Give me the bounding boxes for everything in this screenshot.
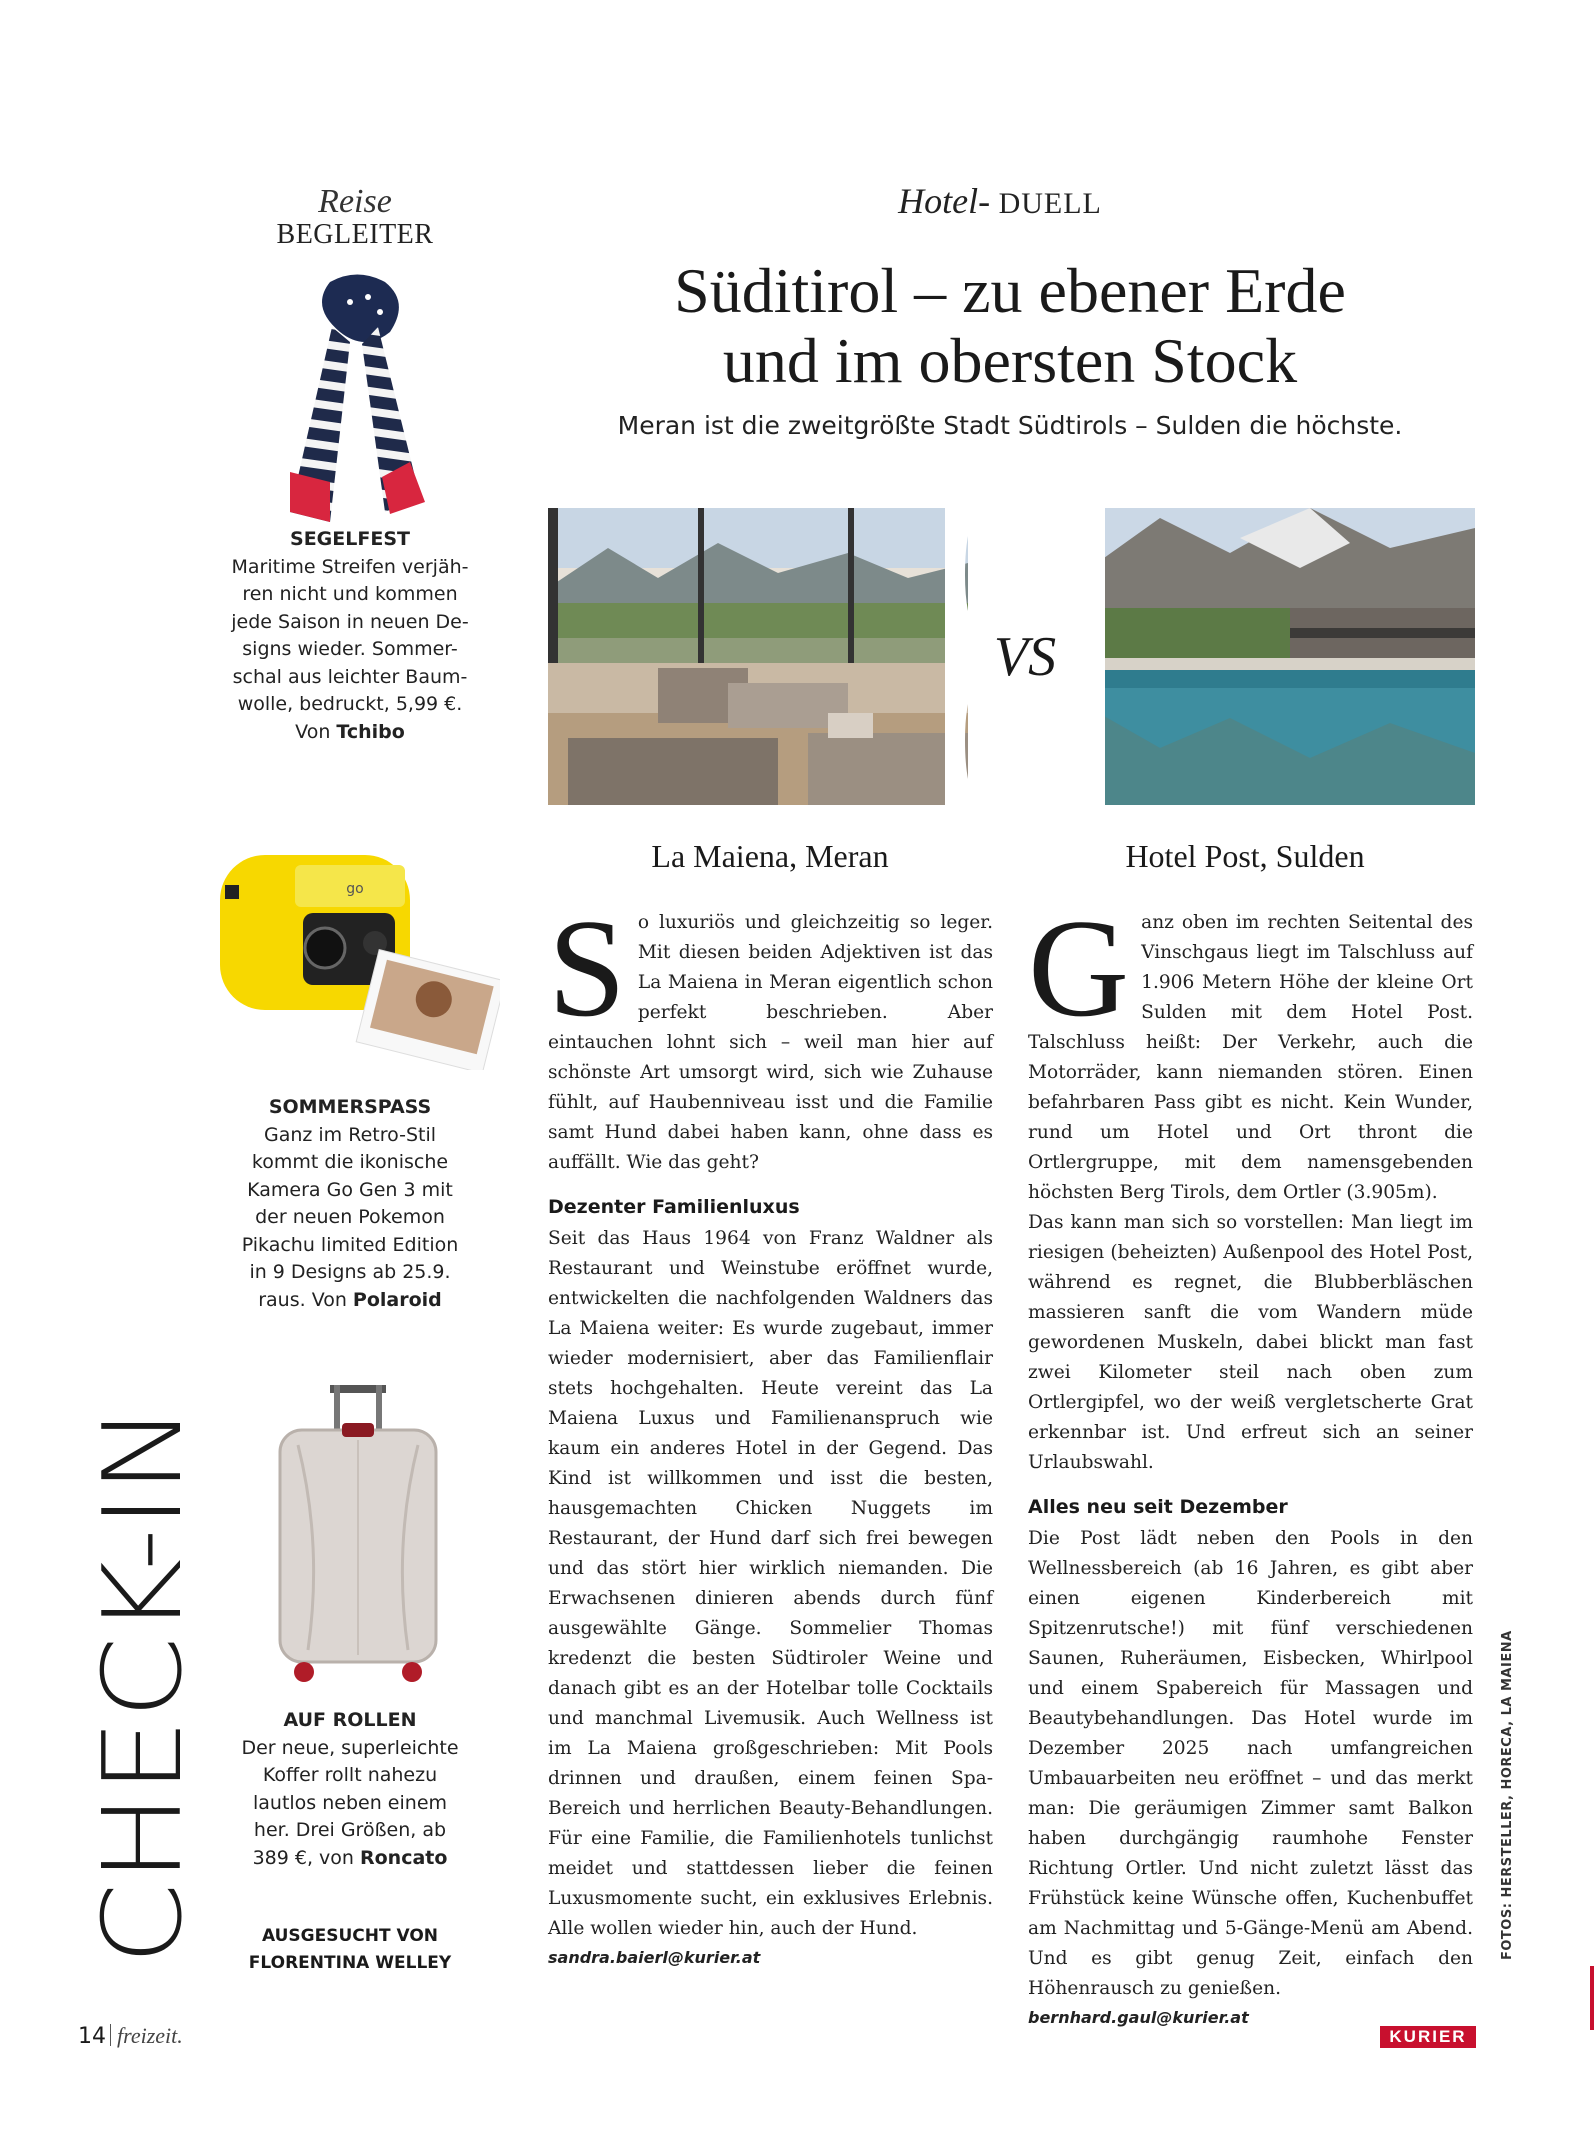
article-subhead: Alles neu seit Dezember	[1028, 1496, 1288, 1518]
product-camera	[225, 1094, 475, 1314]
product-text-line: wolle, bedruckt, 5,99 €.	[237, 693, 463, 715]
brand-prefix: Von	[295, 720, 337, 743]
product-text-line: her. Drei Größen, ab	[253, 1819, 447, 1841]
product-suitcase	[225, 1707, 475, 1872]
product-title: SOMMERSPASS	[268, 1096, 432, 1118]
product-title: SEGELFEST	[290, 528, 410, 550]
right-article	[1028, 891, 1473, 2032]
footer-divider	[110, 2024, 111, 2046]
suitcase-image	[268, 1385, 448, 1685]
product-text-line: signs wieder. Sommer-	[242, 638, 458, 660]
headline-line: und im obersten Stock	[722, 325, 1298, 396]
product-text-line: Der neue, superleichte	[241, 1736, 459, 1759]
headline	[560, 256, 1460, 396]
versus-label: VS	[993, 626, 1057, 688]
article-subhead: Dezenter Familienluxus	[548, 1196, 800, 1218]
drop-cap: S	[548, 891, 626, 1046]
rubric-caps: DUELL	[990, 187, 1102, 220]
page-number: 14	[78, 2024, 106, 2049]
page-edge-marker	[1590, 1966, 1594, 2030]
brand-name: Roncato	[360, 1846, 448, 1869]
brand-prefix: raus. Von	[258, 1288, 353, 1311]
article-intro: o luxuriös und gleichzeitig so leger. Mit diesen beiden Adjektiven ist das La Maiena in Meran eigentlich schon perfekt beschrieben. Aber eintauchen lohnt sich – weil man hier auf schönste Art umsorgt wird, sich wie Zuhause fühlt, auf Haubenniveau isst und die Familie samt Hund dabei haben kann, ohne dass es auffällt. Wie das geht?	[548, 912, 993, 1173]
article-body: Die Post lädt neben den Pools in den Wellnessbereich (ab 16 Jahren, es gibt aber einen eigenen Kinderbereich mit Spitzenrutsche!) mit fünf verschiedenen Saunen, Ruheräumen, Eisbecken, Whirlpool und einem Spabereich für Massagen und Beautybehandlungen. Das Hotel wurde im Dezember 2025 nach umfangreichen Umbauarbeiten neu eröffnet – und das merkt man: Die geräumigen Zimmer samt Balkon haben durchgängig raumhohe Fenster Richtung Ortler. Und nicht zuletzt lässt das Frühstück keine Wünsche offen, Kuchenbuffet am Nachmittag und 5-Gänge-Menü am Abend. Und es gibt genug Zeit, einfach den Höhenrausch zu genießen.	[1028, 1528, 1473, 1999]
product-text-line: schal aus leichter Baum-	[232, 665, 468, 688]
right-article-title: Hotel Post, Sulden	[1125, 838, 1365, 874]
section-title-vertical	[80, 1400, 200, 1970]
sidebar-kicker-caps: BEGLEITER	[276, 219, 434, 250]
left-article-title: La Maiena, Meran	[651, 838, 889, 874]
left-article	[548, 891, 993, 1972]
brand-name: Tchibo	[336, 720, 405, 743]
photo-credits-text: FOTOS: HERSTELLER, HORECA, LA MAIENA	[1500, 1630, 1515, 1960]
curator-name: FLORENTINA WELLEY	[248, 1953, 452, 1973]
product-text-line: Ganz im Retro-Stil	[263, 1123, 437, 1146]
la-maiena-photo	[548, 508, 968, 805]
photo-credits	[1500, 1630, 1520, 1970]
scarf-image	[270, 272, 445, 532]
curated-label: AUSGESUCHT VON	[261, 1926, 439, 1946]
product-text-line: der neuen Pokemon	[255, 1206, 445, 1228]
product-text-line: Koffer rollt nahezu	[262, 1764, 438, 1786]
headline-line: Süditirol – zu ebener Erde	[674, 255, 1346, 326]
product-text-line: jede Saison in neuen De-	[231, 610, 469, 633]
product-text-line: Pikachu limited Edition	[241, 1233, 459, 1256]
article-body: Seit das Haus 1964 von Franz Waldner als Restaurant und Weinstube eröffnet wurde, entwickelten die nachfolgenden Waldners das La Maiena weiter: Es wurde zugebaut, immer wieder modernisiert, aber das Familienflair stets hochgehalten. Heute vereint das La Maiena Luxus und Familienanspruch wie kaum ein anderes Hotel in der Gegend. Das Kind ist willkommen und isst die besten, hausgemachten Chicken Nuggets im Restaurant, der Hund darf sich frei bewegen und das stört hier wirklich niemanden. Die Erwachsenen dinieren abends durch fünf ausgewählte Gänge. Sommelier Thomas kredenzt die besten Südtiroler Weine und danach gibt es an der Hotelbar tolle Cocktails und manchmal Livemusik. Auch Wellness ist im La Maiena großgeschrieben: Mit Pools drinnen und draußen, einem feinen Spa-Bereich und herrlichen Beauty-Behandlungen. Für eine Familie, die Familienhotels tunlichst meidet und stattdessen lieber die feinen Luxusmomente sucht, ein exklusives Erlebnis. Alle wollen wieder hin, auch der Hund.	[548, 1228, 993, 1939]
hotel-post-photo	[1090, 508, 1475, 805]
product-text-line: lautlos neben einem	[252, 1791, 448, 1814]
brand-name: Polaroid	[352, 1288, 442, 1311]
magazine-name: freizeit.	[117, 2023, 183, 2048]
author-email: bernhard.gaul@kurier.at	[1028, 2008, 1249, 2027]
rubric	[700, 180, 1300, 222]
author-email: sandra.baierl@kurier.at	[548, 1948, 761, 1967]
subheadline: Meran ist die zweitgrößte Stadt Südtirols – Sulden die höchste.	[617, 411, 1403, 440]
product-text-line: Kamera Go Gen 3 mit	[247, 1178, 453, 1201]
section-title-text: CHECK-IN	[81, 1453, 200, 1965]
product-scarf	[225, 526, 475, 746]
article-intro: anz oben im rechten Seitental des Vinschgaus liegt im Talschluss auf 1.906 Metern Höhe der kleine Ort Sulden mit dem Hotel Post. Talschluss heißt: Der Verkehr, auch die Motorräder, kann niemanden stören. Einen befahrbaren Pass gibt es nicht. Kein Wunder, rund um Hotel und Ort thront die Ortlergruppe, mit dem namensgebenden höchsten Berg Tirols, dem Ortler (3.905m).	[1028, 912, 1473, 1203]
brand-prefix: 389 €, von	[252, 1846, 360, 1869]
rubric-italic: Hotel-	[898, 181, 991, 221]
article-intro-continued: Das kann man sich so vorstellen: Man liegt im riesigen (beheizten) Außenpool des Hotel Post, während es regnet, die Blubberbläschen massieren sanft die vom Wandern müde gewordenen Muskeln, dabei blickt man fast zwei Kilometer steil nach oben zum Ortlergipfel, wo der weiß vergletscherte Grat erkennbar ist. Und erfreut sich an seiner Urlaubswahl.	[1028, 1212, 1473, 1473]
camera-image	[215, 845, 500, 1070]
product-text-line: in 9 Designs ab 25.9.	[249, 1261, 451, 1283]
curated-by	[225, 1923, 475, 1977]
sidebar-kicker-italic: Reise	[318, 183, 392, 220]
page-footer	[78, 2023, 183, 2049]
product-text-line: ren nicht und kommen	[242, 583, 458, 605]
kurier-logo: KURIER	[1380, 2026, 1476, 2048]
product-text-line: kommt die ikonische	[251, 1151, 449, 1173]
product-title: AUF ROLLEN	[283, 1709, 417, 1731]
svg-text:go: go	[346, 881, 364, 897]
product-text-line: Maritime Streifen verjäh-	[231, 555, 469, 578]
drop-cap: G	[1028, 891, 1130, 1046]
